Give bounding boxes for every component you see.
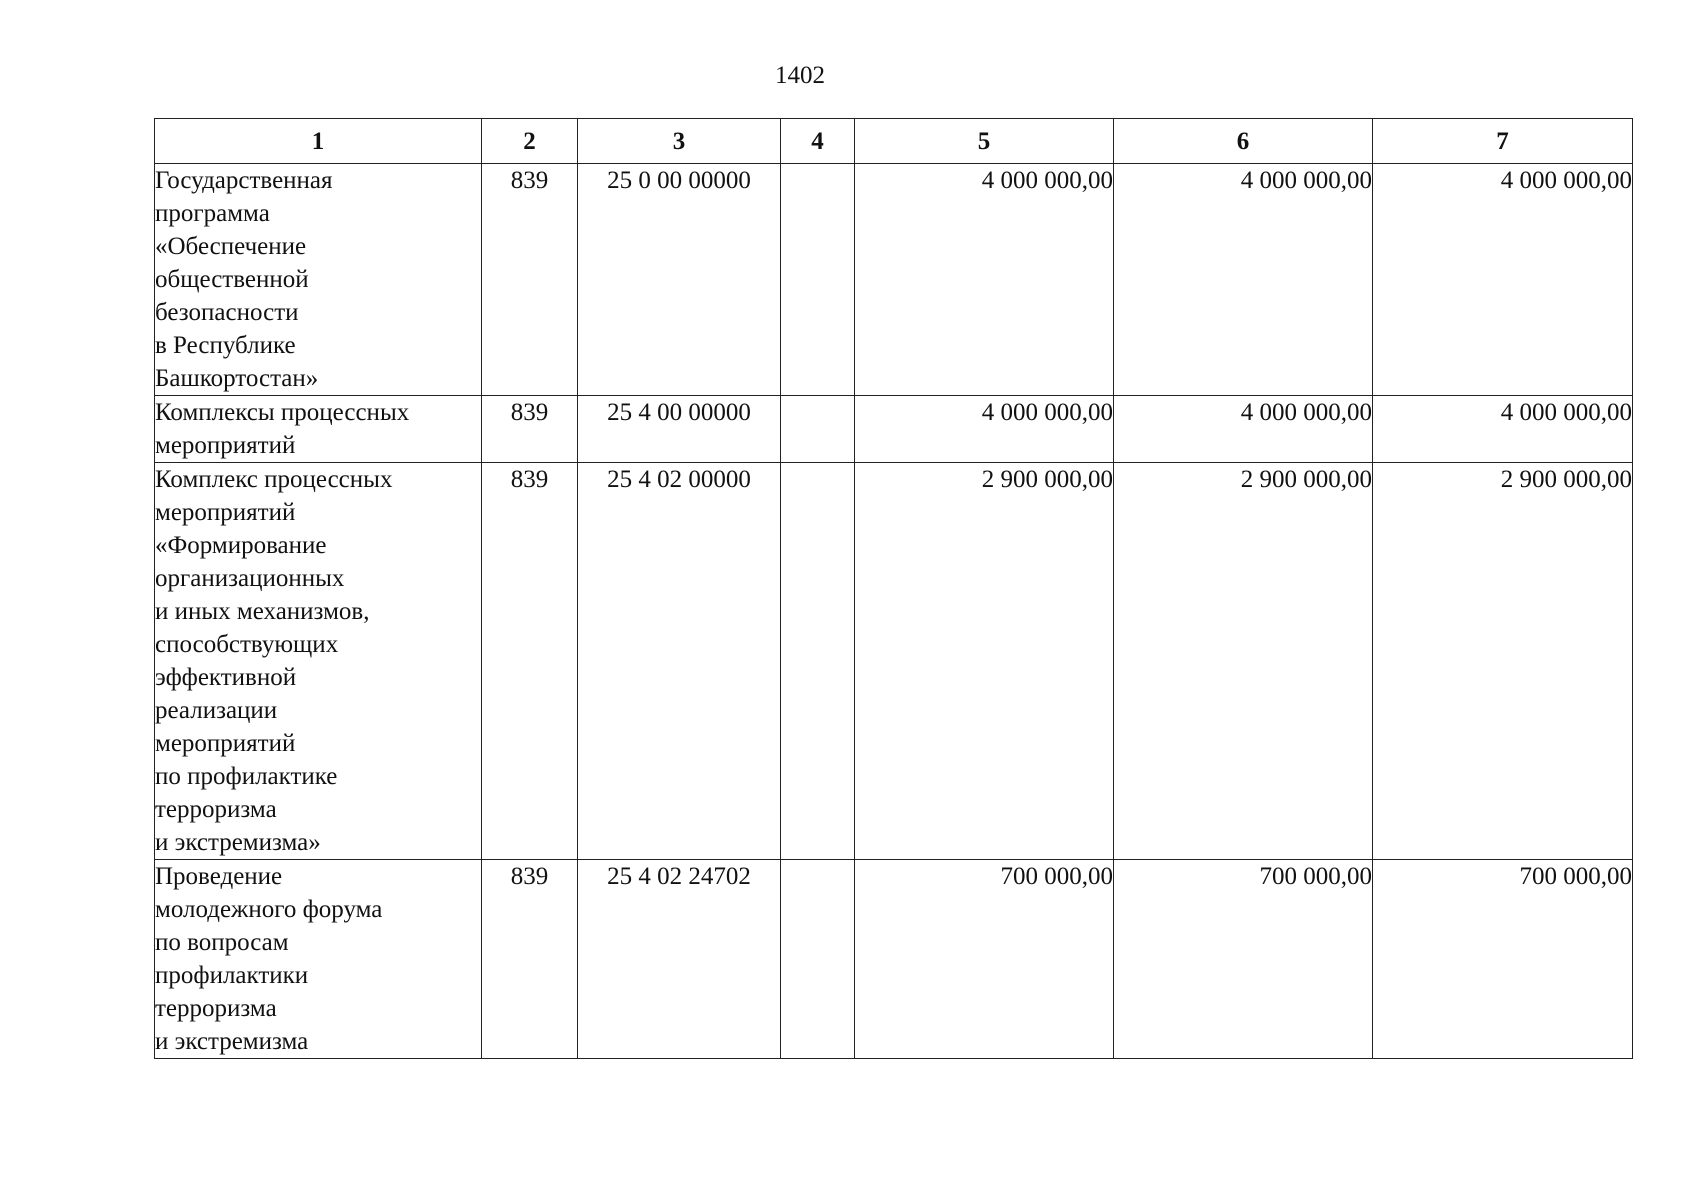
- row-amount-2: 2 900 000,00: [1114, 463, 1373, 860]
- row-amount-1: 700 000,00: [855, 860, 1114, 1059]
- page-number-text: 1402: [775, 62, 825, 89]
- row-vr: [781, 396, 855, 463]
- table-row: [155, 860, 1633, 1059]
- header-col-6: 6: [1114, 119, 1373, 164]
- row-kcsr: 25 4 00 00000: [578, 396, 781, 463]
- row-code: 839: [482, 164, 578, 396]
- budget-table: [154, 118, 1633, 1059]
- row-name: Комплексы процессных мероприятий: [155, 399, 410, 459]
- row-vr: [781, 164, 855, 396]
- row-name: Государственная программа «Обеспечение общественной безопасности в Республике Башкортостан»: [155, 167, 333, 392]
- row-amount-2: 4 000 000,00: [1114, 396, 1373, 463]
- row-name-cell: [155, 164, 482, 396]
- row-amount-1: 4 000 000,00: [855, 164, 1114, 396]
- row-amount-2: 700 000,00: [1114, 860, 1373, 1059]
- row-name-cell: [155, 396, 482, 463]
- header-row: [155, 119, 1633, 164]
- row-code: 839: [482, 396, 578, 463]
- row-amount-1: 2 900 000,00: [855, 463, 1114, 860]
- row-kcsr: 25 4 02 00000: [578, 463, 781, 860]
- table-row: [155, 164, 1633, 396]
- table-header: [155, 119, 1633, 164]
- header-col-1: 1: [155, 119, 482, 164]
- header-col-7: 7: [1373, 119, 1633, 164]
- row-amount-1: 4 000 000,00: [855, 396, 1114, 463]
- row-kcsr: 25 4 02 24702: [578, 860, 781, 1059]
- row-name-cell: [155, 860, 482, 1059]
- row-amount-3: 4 000 000,00: [1373, 396, 1633, 463]
- row-kcsr: 25 0 00 00000: [578, 164, 781, 396]
- row-name-cell: [155, 463, 482, 860]
- header-col-2: 2: [482, 119, 578, 164]
- row-amount-3: 700 000,00: [1373, 860, 1633, 1059]
- row-name: Проведение молодежного форума по вопросам профилактики терроризма и экстремизма: [155, 863, 383, 1055]
- row-vr: [781, 860, 855, 1059]
- table-body: [155, 164, 1633, 1059]
- row-name: Комплекс процессных мероприятий «Формирование организационных и иных механизмов, способствующих эффективной реализации мероприятий по профилактике терроризма и экстремизма»: [155, 466, 393, 856]
- row-amount-3: 2 900 000,00: [1373, 463, 1633, 860]
- header-col-5: 5: [855, 119, 1114, 164]
- header-col-4: 4: [781, 119, 855, 164]
- table-row: [155, 396, 1633, 463]
- page-number: [0, 62, 1697, 90]
- table-row: [155, 463, 1633, 860]
- row-vr: [781, 463, 855, 860]
- header-col-3: 3: [578, 119, 781, 164]
- row-code: 839: [482, 860, 578, 1059]
- row-amount-2: 4 000 000,00: [1114, 164, 1373, 396]
- row-code: 839: [482, 463, 578, 860]
- row-amount-3: 4 000 000,00: [1373, 164, 1633, 396]
